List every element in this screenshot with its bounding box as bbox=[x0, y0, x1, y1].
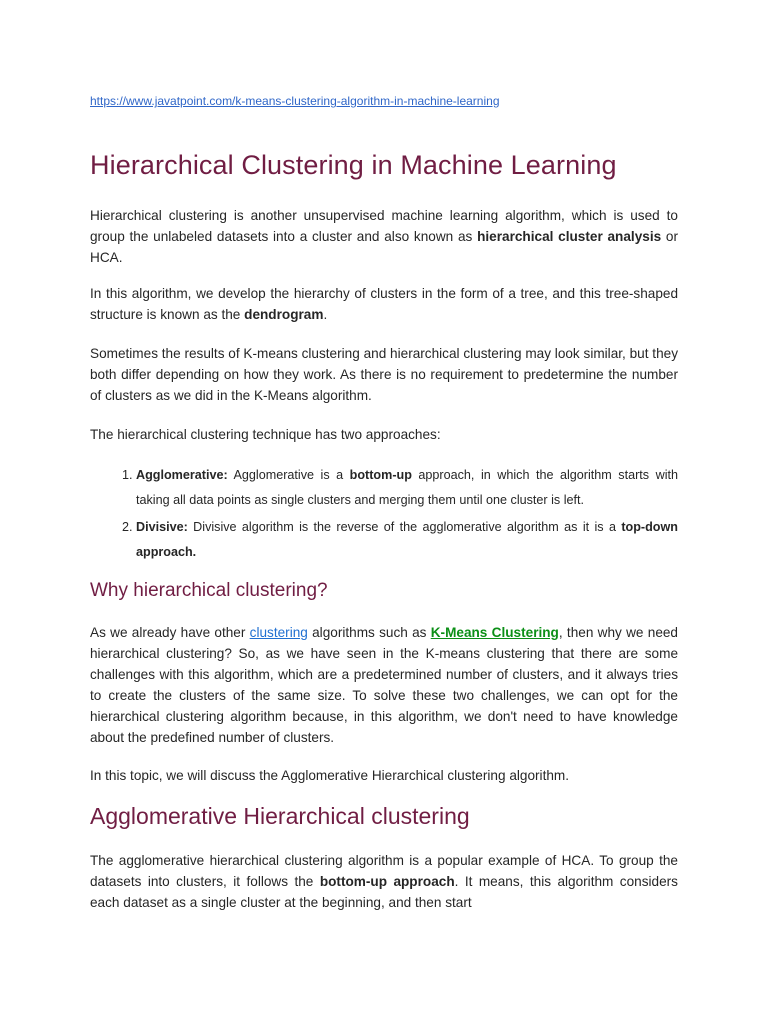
text: Divisive algorithm is the reverse of the agglomerative algorithm as it is a bbox=[187, 520, 622, 534]
kmeans-clustering-link[interactable]: K-Means Clustering bbox=[430, 625, 559, 640]
list-term: Agglomerative: bbox=[136, 468, 228, 482]
text: In this algorithm, we develop the hierarchy of clusters in the form of a tree, and this tree-shaped structure is known as the bbox=[90, 286, 678, 322]
bold-text: bottom-up approach bbox=[319, 874, 455, 889]
clustering-link[interactable]: clustering bbox=[249, 625, 308, 640]
text: Agglomerative is a bbox=[227, 468, 350, 482]
text: algorithms such as bbox=[307, 625, 431, 640]
bold-text: top-down approach. bbox=[136, 520, 678, 559]
list-term: Divisive: bbox=[136, 520, 188, 534]
text: As we already have other bbox=[90, 625, 250, 640]
section-heading-why: Why hierarchical clustering? bbox=[90, 580, 328, 601]
source-link[interactable]: https://www.javatpoint.com/k-means-clustering-algorithm-in-machine-learning bbox=[90, 94, 500, 108]
text: . bbox=[323, 307, 328, 322]
bold-text: dendrogram bbox=[244, 307, 324, 322]
paragraph-dendrogram bbox=[90, 283, 678, 325]
paragraph-agglomerative bbox=[90, 850, 678, 913]
approaches-list bbox=[90, 463, 678, 567]
text: or HCA. bbox=[90, 229, 678, 265]
paragraph-kmeans-comparison: Sometimes the results of K-means clustering and hierarchical clustering may look similar, but they both differ depending on how they work. As there is no requirement to predetermine the number of clusters as we did in the K-Means algorithm. bbox=[90, 346, 678, 403]
text: Hierarchical clustering is another unsupervised machine learning algorithm, which is used to group the unlabeled datasets into a cluster and also known as bbox=[90, 208, 678, 244]
section-heading-agglomerative: Agglomerative Hierarchical clustering bbox=[90, 803, 470, 829]
paragraph-approaches-intro: The hierarchical clustering technique has two approaches: bbox=[90, 427, 441, 442]
text: The agglomerative hierarchical clustering algorithm is a popular example of HCA. To group the datasets into clusters, it follows the bbox=[90, 853, 678, 889]
text: approach, in which the algorithm starts with taking all data points as single clusters and merging them until one cluster is left. bbox=[136, 468, 678, 507]
paragraph-topic: In this topic, we will discuss the Agglomerative Hierarchical clustering algorithm. bbox=[90, 768, 570, 783]
paragraph-why bbox=[90, 622, 678, 748]
bold-text: bottom-up bbox=[349, 468, 412, 482]
bold-text: hierarchical cluster analysis bbox=[477, 229, 662, 244]
text: . It means, this algorithm considers each dataset as a single cluster at the beginning, and then start bbox=[90, 874, 678, 910]
list-item bbox=[136, 463, 678, 513]
text: , then why we need hierarchical clustering? So, as we have seen in the K-means clustering that there are some challenges with this algorithm, which are a predetermined number of clusters, and it always tries to create the clusters of the same size. To solve these two challenges, we can opt for the hierarchical clustering algorithm because, in this algorithm, we don't need to have knowledge about the predefined number of clusters. bbox=[90, 625, 678, 745]
page-title: Hierarchical Clustering in Machine Learning bbox=[90, 150, 617, 180]
list-item bbox=[136, 515, 678, 565]
paragraph-intro bbox=[90, 205, 678, 268]
